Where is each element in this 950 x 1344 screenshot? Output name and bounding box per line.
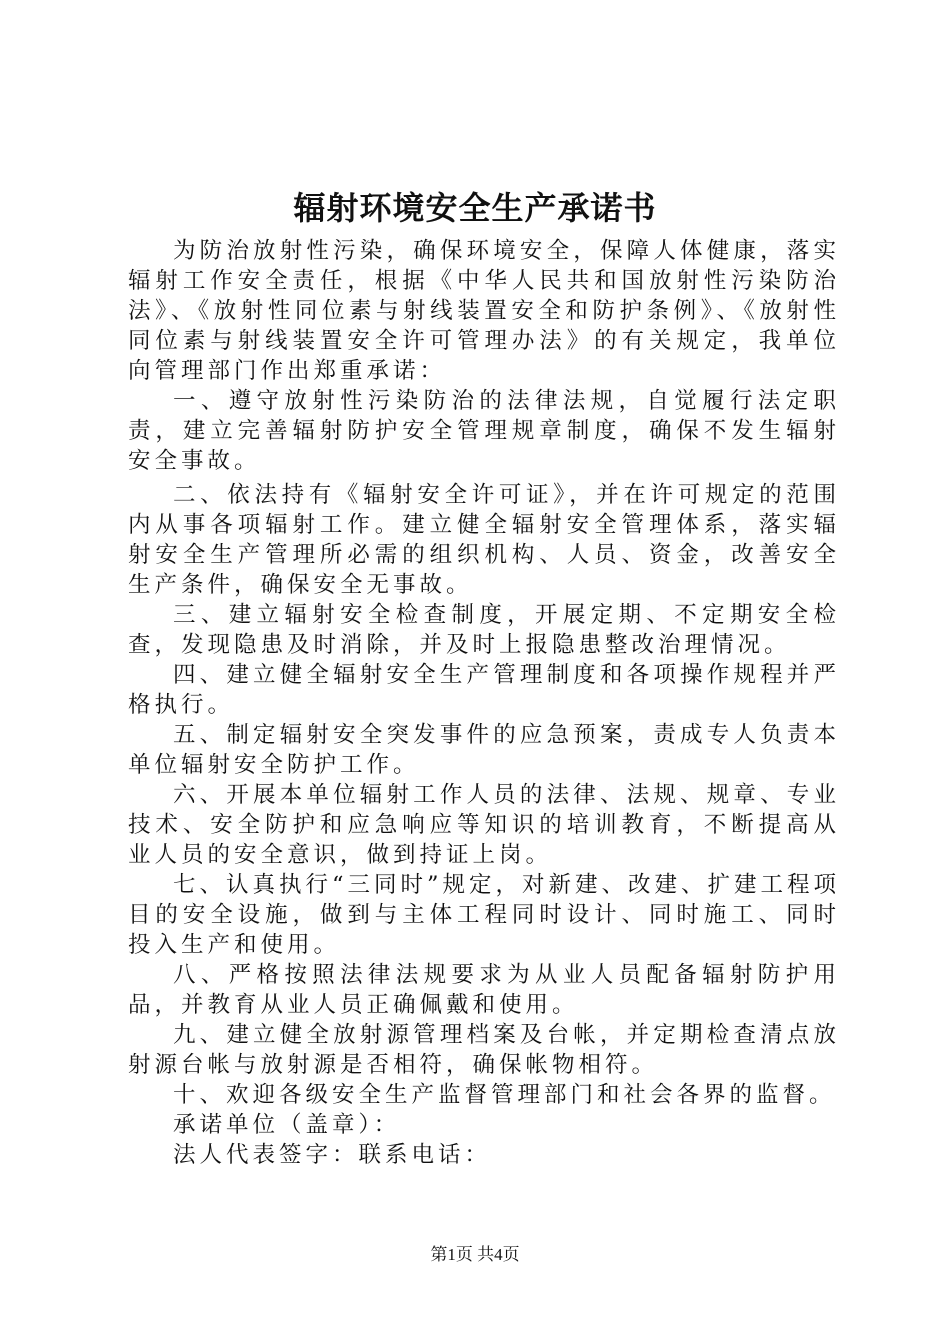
seal-line: 承诺单位（盖章）：: [173, 1112, 401, 1138]
signature-line: 法人代表签字：联系电话：: [173, 1142, 492, 1168]
document-title: 辐射环境安全生产承诺书: [293, 189, 657, 227]
intro-paragraph: 为防治放射性污染，确保环境安全，保障人体健康，落实辐射工作安全责任，根据《中华人民共和国放射性污染防治法》、《放射性同位素与射线装置安全和防护条例》、《放射性同位素与射线装置安全许可管理办法》的有关规定，我单位向管理部门作出郑重承诺：: [128, 238, 840, 384]
commitment-4: 四、建立健全辐射安全生产管理制度和各项操作规程并严格执行。: [128, 662, 840, 718]
document-body: [128, 236, 840, 1170]
commitment-10: 十、欢迎各级安全生产监督管理部门和社会各界的监督。: [173, 1082, 836, 1108]
commitment-8: 八、严格按照法律法规要求为从业人员配备辐射防护用品，并教育从业人员正确佩戴和使用。: [128, 962, 840, 1018]
commitment-1: 一、遵守放射性污染防治的法律法规，自觉履行法定职责，建立完善辐射防护安全管理规章制度，确保不发生辐射安全事故。: [128, 388, 840, 474]
commitment-2: 二、依法持有《辐射安全许可证》，并在许可规定的范围内从事各项辐射工作。建立健全辐射安全管理体系，落实辐射安全生产管理所必需的组织机构、人员、资金，改善安全生产条件，确保安全无事故。: [128, 482, 840, 598]
commitment-6: 六、开展本单位辐射工作人员的法律、法规、规章、专业技术、安全防护和应急响应等知识的培训教育，不断提高从业人员的安全意识，做到持证上岗。: [128, 782, 840, 868]
commitment-9: 九、建立健全放射源管理档案及台帐，并定期检查清点放射源台帐与放射源是否相符，确保帐物相符。: [128, 1022, 840, 1078]
page-number-footer: 第1页 共4页: [430, 1245, 520, 1264]
commitment-3: 三、建立辐射安全检查制度，开展定期、不定期安全检查，发现隐患及时消除，并及时上报隐患整改治理情况。: [128, 602, 840, 658]
commitment-5: 五、制定辐射安全突发事件的应急预案，责成专人负责本单位辐射安全防护工作。: [128, 722, 840, 778]
commitment-7: 七、认真执行“三同时”规定，对新建、改建、扩建工程项目的安全设施，做到与主体工程同时设计、同时施工、同时投入生产和使用。: [128, 872, 841, 958]
